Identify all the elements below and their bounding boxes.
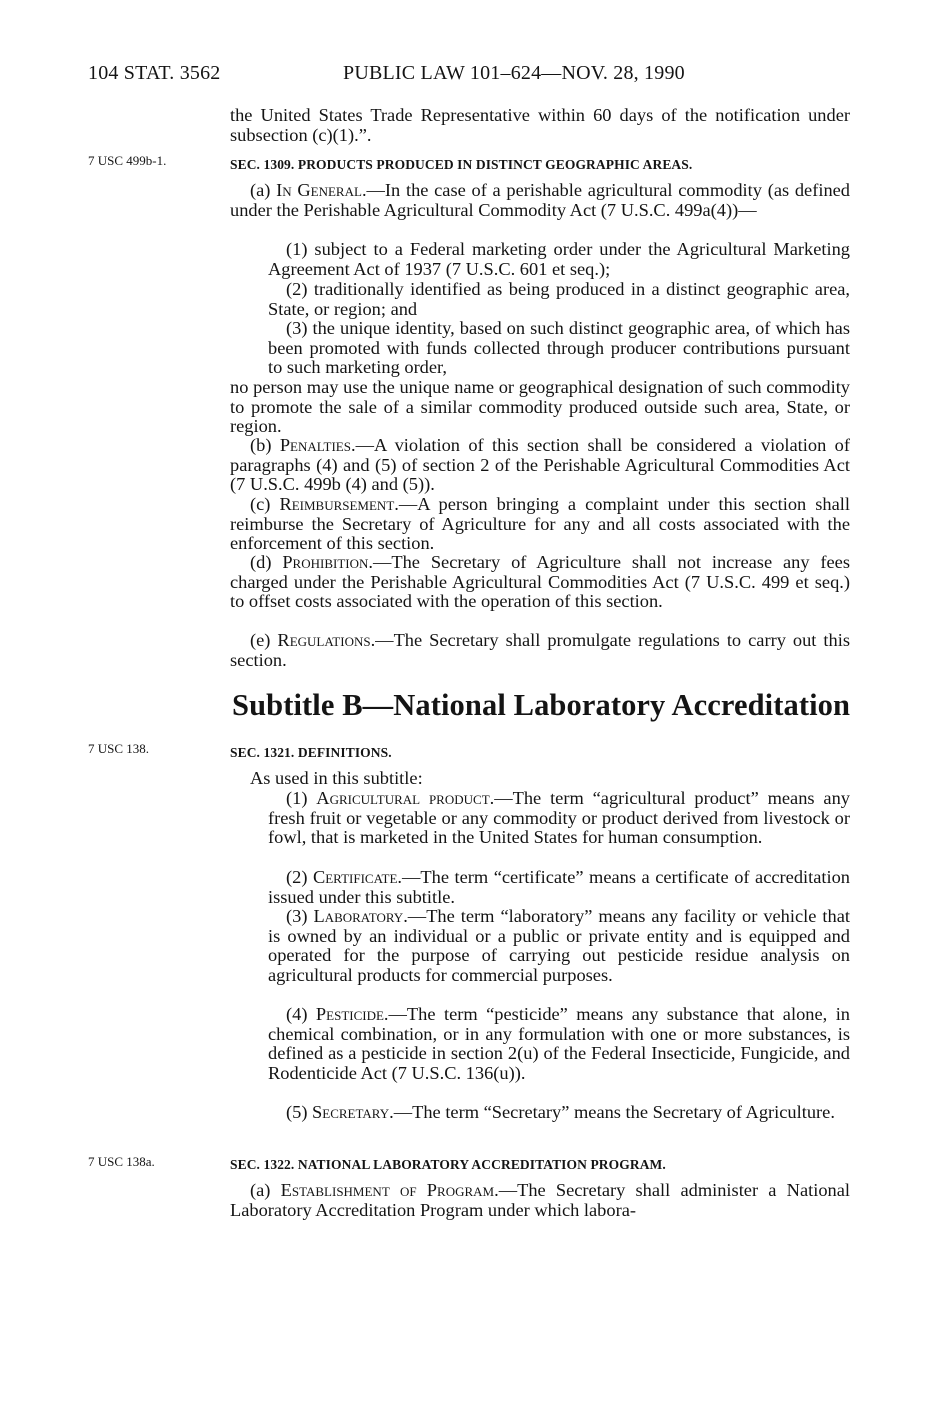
subsection-c [230,495,850,554]
definition-heading: Pesticide [315,1004,384,1024]
definition-3 [268,907,850,985]
margin-note-usc: 7 USC 138. [88,741,150,756]
definition-4 [268,1005,850,1083]
subsection-label: (e) [250,630,278,650]
definitions-intro: As used in this subtitle: [250,768,423,788]
subsection-e [230,631,850,670]
definition-label: (5) [286,1102,313,1122]
definition-text: .—The term “pesticide” means any substance that alone, in chemical combination, or in any formulation with one or more substances, is defined as a pesticide in section 2(u) of the Federal Insecticide, Fungicide, and Rodenticide Act (7 U.S.C. 136(u)). [268,1004,850,1083]
paragraph-2: (2) traditionally identified as being produced in a distinct geographic area, State, or region; and [268,279,850,319]
definition-text: .—The term “laboratory” means any facility or vehicle that is owned by an individual or a public or private entity and is equipped and operated for the purpose of carrying out pesticide residue analysis on agricultural products for commercial purposes. [268,906,850,985]
definition-text: .—The term “certificate” means a certificate of accreditation issued under this subtitle. [268,867,851,907]
section-heading: SEC. 1322. NATIONAL LABORATORY ACCREDITATION PROGRAM. [230,1157,666,1172]
subtitle-heading: Subtitle B—National Laboratory Accreditation [232,688,851,722]
definition-label: (1) [286,788,317,808]
subsection-text: .—The Secretary shall administer a National Laboratory Accreditation Program under which labora- [230,1180,850,1220]
paragraph-3: (3) the unique identity, based on such distinct geographic area, of which has been promoted with funds collected through producer contributions pursuant to such marketing order, [268,318,850,378]
section-heading: SEC. 1321. DEFINITIONS. [230,745,392,760]
definition-label: (4) [286,1004,316,1024]
subsection-heading: Establishment of Program [280,1180,495,1200]
subsection-a [230,181,850,220]
definition-text: .—The term “Secretary” means the Secretary of Agriculture. [389,1102,835,1122]
subsection-label: (c) [250,494,280,514]
subsection-heading: Penalties [279,435,351,455]
page-citation: 104 STAT. 3562 [88,62,221,84]
continuation-paragraph: the United States Trade Representative within 60 days of the notification under subsection (c)(1).”. [230,105,850,145]
subsection-label: (d) [250,552,283,572]
subsection-text: .—The Secretary shall promulgate regulations to carry out this section. [230,630,850,670]
definition-heading: Secretary [312,1102,390,1122]
subsection-text: .—In the case of a perishable agricultural commodity (as defined under the Perishable Agricultural Commodity Act (7 U.S.C. 499a(4))— [230,180,851,220]
subsection-label: (a) [250,1180,281,1200]
subsection-text: .—A person bringing a complaint under this section shall reimburse the Secretary of Agriculture for any and all costs associated with the enforcement of this section. [230,494,850,554]
definition-label: (2) [286,867,313,887]
section-heading: SEC. 1309. PRODUCTS PRODUCED IN DISTINCT GEOGRAPHIC AREAS. [230,157,693,172]
subsection-establishment [230,1181,850,1220]
subsection-d [230,553,850,612]
subsection-heading: Regulations [277,630,371,650]
closing-clause: no person may use the unique name or geographical designation of such commodity to promote the sale of a similar commodity produced outside such area, State, or region. [230,377,850,437]
definition-text: .—The term “agricultural product” means any fresh fruit or vegetable or any commodity or product derived from livestock or fowl, that is marketed in the United States for human consumption. [268,788,850,848]
subsection-text: .—A violation of this section shall be considered a violation of paragraphs (4) and (5) of section 2 of the Perishable Agricultural Commodities Act (7 U.S.C. 499b (4) and (5)). [230,435,850,495]
paragraph-1: (1) subject to a Federal marketing order under the Agricultural Marketing Agreement Act of 1937 (7 U.S.C. 601 et seq.); [268,239,850,279]
running-head: PUBLIC LAW 101–624—NOV. 28, 1990 [343,62,685,84]
margin-note-usc: 7 USC 138a. [88,1154,155,1169]
subsection-heading: Reimbursement [279,494,395,514]
definition-heading: Certificate [312,867,398,887]
subsection-heading: Prohibition [282,552,369,572]
subsection-text: .—The Secretary of Agriculture shall not increase any fees charged under the Perishable Agricultural Commodities Act (7 U.S.C. 499 et seq.) to offset costs associated with the operation of this section. [230,552,850,612]
subsection-label: (a) [250,180,277,200]
definition-1 [268,789,850,848]
definition-heading: Laboratory [313,906,404,926]
definition-heading: Agricultural product [316,788,490,808]
subsection-heading: In General [276,180,362,200]
margin-note-usc: 7 USC 499b-1. [88,153,167,168]
subsection-label: (b) [250,435,280,455]
subsection-b [230,436,850,495]
definition-2 [268,868,850,907]
definition-label: (3) [286,906,314,926]
definition-5 [268,1103,850,1123]
